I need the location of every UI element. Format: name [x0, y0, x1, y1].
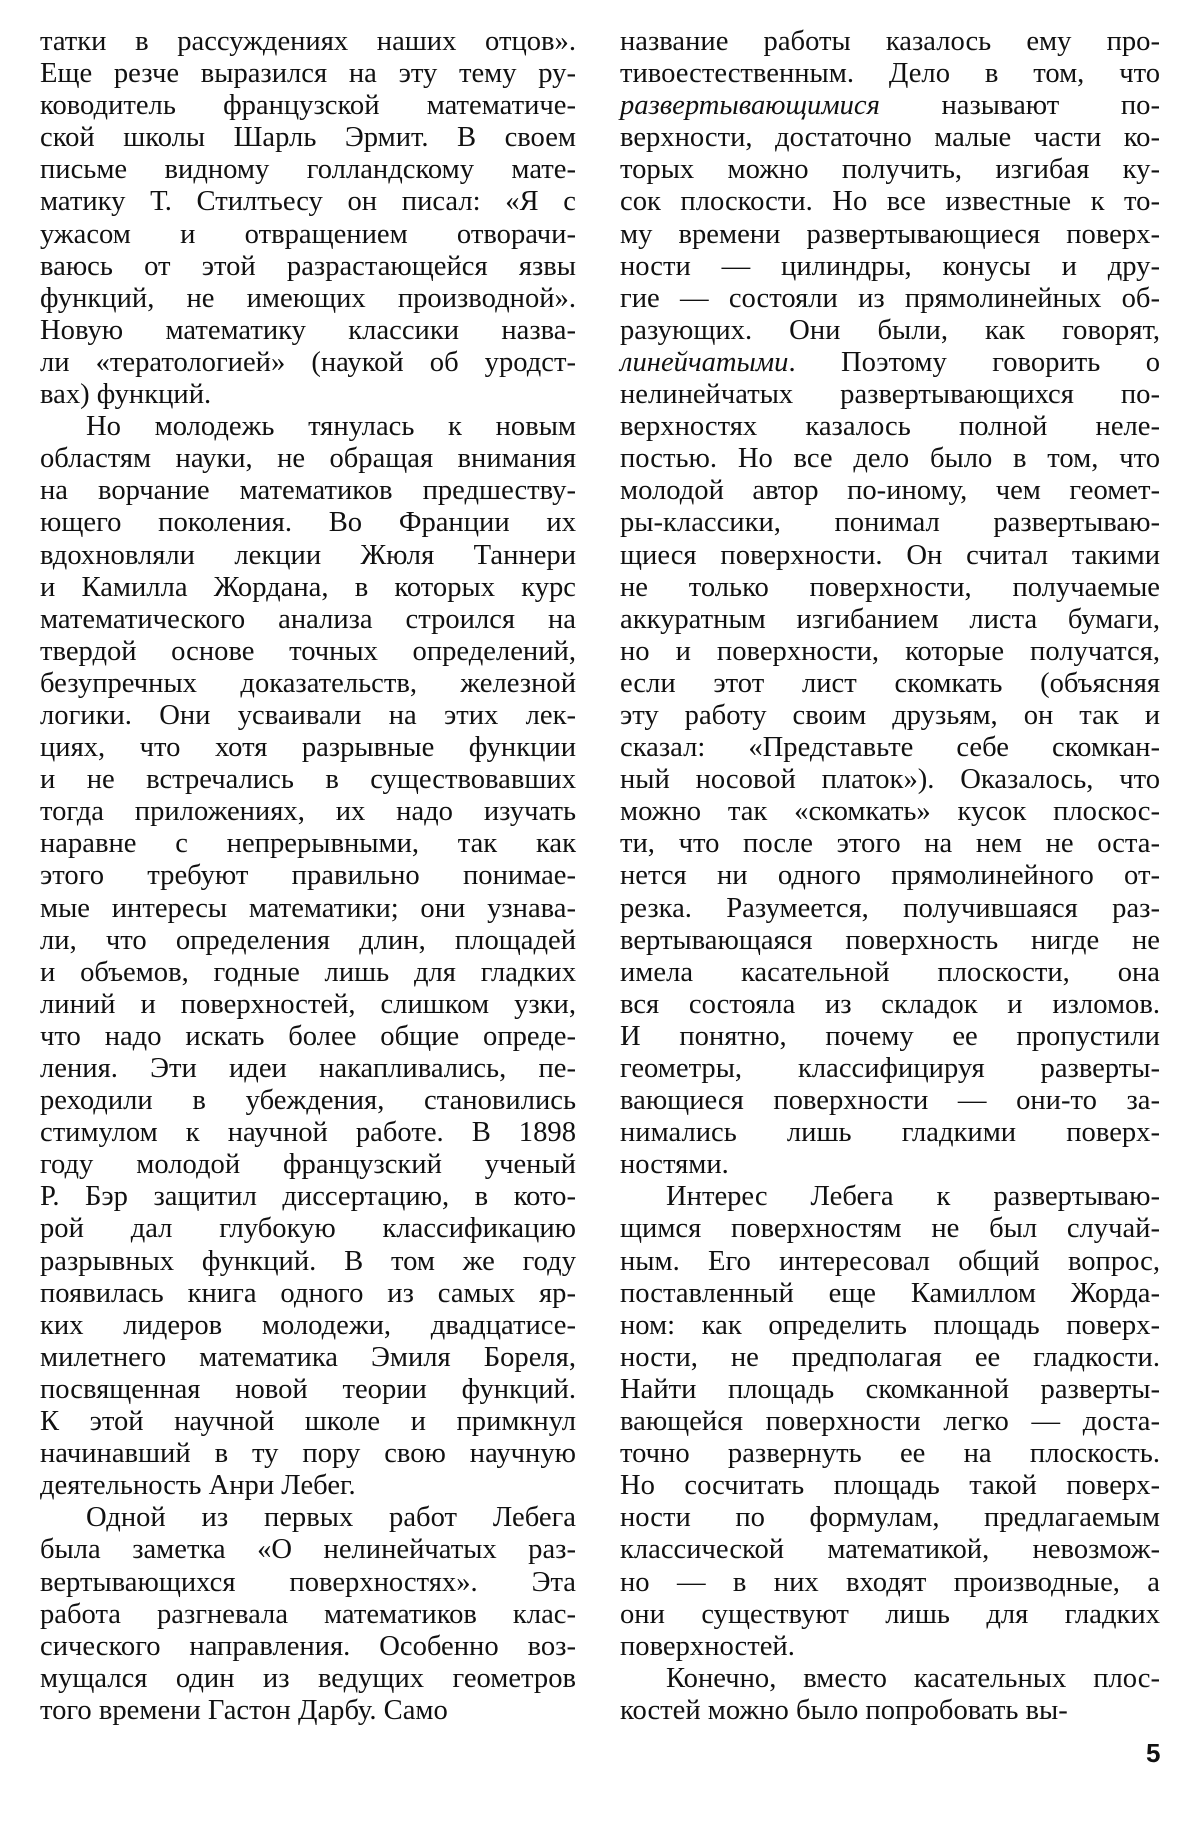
text-line: ваюсь от этой разрастающейся язвы — [40, 250, 576, 282]
text-line: твердой основе точных определений, — [40, 635, 576, 667]
text-line: математического анализа строился на — [40, 603, 576, 635]
text-line: и объемов, годные лишь для гладких — [40, 956, 576, 988]
text-line: верхностях казалось полной неле- — [620, 411, 1160, 443]
text-line: костей можно было попробовать вы- — [620, 1694, 1068, 1726]
text-line: ужасом и отвращением отворачи- — [40, 218, 576, 250]
text-line: стимулом к научной работе. В 1898 — [40, 1117, 576, 1149]
emphasis-text: развертывающимися — [620, 90, 880, 122]
text-line: разующих. Они были, как говорят, — [620, 314, 1160, 346]
text-line: поставленный еще Камиллом Жорда- — [620, 1277, 1160, 1309]
text-line: мые интересы математики; они узнава- — [40, 892, 576, 924]
text-line: геометры, классифицируя разверты- — [620, 1053, 1160, 1084]
text-line: начинавший в ту пору свою научную — [40, 1438, 576, 1470]
text-line: реходили в убеждения, становились — [40, 1085, 576, 1117]
text-line: Конечно, вместо касательных плос- — [666, 1662, 1160, 1694]
text-line: году молодой французский ученый — [40, 1149, 576, 1181]
text-line: вся состояла из складок и изломов. — [620, 988, 1160, 1020]
text-line: посвященная новой теории функций. — [40, 1373, 576, 1405]
text-line: ры-классики, понимал развертываю- — [620, 507, 1160, 539]
text-line: ли, что определения длин, площадей — [40, 924, 576, 956]
text-line: сок плоскости. Но все известные к то- — [620, 186, 1160, 218]
text-line: Новую математику классики назва- — [40, 314, 576, 346]
text-line: торых можно получить, изгибая ку- — [620, 154, 1160, 186]
text-line: имела касательной плоскости, она — [620, 956, 1160, 988]
text-line: поверхностей. — [620, 1630, 795, 1662]
text-line: сического направления. Особенно воз- — [40, 1630, 576, 1662]
text-line: мущался один из ведущих геометров — [40, 1662, 576, 1694]
text-line: линейчатыми. Поэтому говорить о — [620, 346, 1160, 378]
text-line: милетнего математика Эмиля Бореля, — [40, 1341, 576, 1373]
text-line: ской школы Шарль Эрмит. В своем — [40, 122, 576, 154]
text-line: развертывающимися называют по- — [620, 90, 1160, 122]
text-line: Но сосчитать площадь такой поверх- — [620, 1470, 1160, 1502]
text-line: функций, не имеющих производной». — [40, 282, 576, 314]
text-line: щиеся поверхности. Он считал такими — [620, 539, 1160, 571]
text-line: но и поверхности, которые получатся, — [620, 635, 1160, 667]
text-line: название работы казалось ему про- — [620, 26, 1160, 57]
text-line: И понятно, почему ее пропустили — [620, 1020, 1160, 1052]
text-line: Еще резче выразился на эту тему ру- — [40, 58, 576, 90]
text-line: ности — цилиндры, конусы и дру- — [620, 250, 1160, 282]
text-line: деятельность Анри Лебег. — [40, 1470, 356, 1502]
text-line: нелинейчатых развертывающихся по- — [620, 379, 1160, 411]
text-line: линий и поверхностей, слишком узки, — [40, 988, 576, 1020]
page-number: 5 — [1146, 1738, 1161, 1768]
text-line: была заметка «О нелинейчатых раз- — [40, 1534, 576, 1566]
text-line: ления. Эти идеи накапливались, пе- — [40, 1053, 576, 1084]
text-line: вертывающихся поверхностях». Эта — [40, 1566, 576, 1598]
text-line: Интерес Лебега к развертываю- — [666, 1181, 1160, 1213]
text-line: ным. Его интересовал общий вопрос, — [620, 1245, 1160, 1277]
text-line: щимся поверхностям не был случай- — [620, 1213, 1160, 1245]
text-line: наравне с непрерывными, так как — [40, 828, 576, 860]
text-line: областям науки, не обращая внимания — [40, 443, 576, 475]
text-line: сказал: «Представьте себе скомкан- — [620, 732, 1160, 764]
paragraph — [40, 26, 576, 411]
text-line: если этот лист скомкать (объясняя — [620, 667, 1160, 699]
text-line: можно так «скомкать» кусок плоскос- — [620, 796, 1160, 828]
text-line: постью. Но все дело было в том, что — [620, 443, 1160, 475]
paragraph — [620, 1181, 1160, 1662]
text-line: ководитель французской математиче- — [40, 90, 576, 122]
text-line: ном: как определить площадь поверх- — [620, 1309, 1160, 1341]
text-line: ющего поколения. Во Франции их — [40, 507, 576, 539]
text-line: ный носовой платок»). Оказалось, что — [620, 764, 1160, 796]
emphasis-text: линейчатыми — [620, 346, 789, 378]
text-line: нется ни одного прямолинейного от- — [620, 860, 1160, 892]
text-line: рой дал глубокую классификацию — [40, 1213, 576, 1245]
text-line: татки в рассуждениях наших отцов». — [40, 26, 576, 57]
text-line: классической математикой, невозмож- — [620, 1534, 1160, 1566]
text-line: вающиеся поверхности — они-то за- — [620, 1085, 1160, 1117]
text-line: К этой научной школе и примкнул — [40, 1406, 576, 1438]
text-line: резка. Разумеется, получившаяся раз- — [620, 892, 1160, 924]
text-line: вдохновляли лекции Жюля Таннери — [40, 539, 576, 571]
text-line: и не встречались в существовавших — [40, 764, 576, 796]
paragraph — [40, 411, 576, 1502]
text-line: ностями. — [620, 1149, 729, 1181]
text-line: того времени Гастон Дарбу. Само — [40, 1694, 448, 1726]
text-line: матику Т. Стилтьесу он писал: «Я с — [40, 186, 576, 218]
text-line: они существуют лишь для гладких — [620, 1598, 1160, 1630]
text-line: логики. Они усваивали на этих лек- — [40, 699, 576, 731]
text-line: вертывающаяся поверхность нигде не — [620, 924, 1160, 956]
text-line: ти, что после этого на нем не оста- — [620, 828, 1160, 860]
text-line: ности по формулам, предлагаемым — [620, 1502, 1160, 1534]
text-line: молодой автор по-иному, чем геомет- — [620, 475, 1160, 507]
text-line: появилась книга одного из самых яр- — [40, 1277, 576, 1309]
text-line: тивоестественным. Дело в том, что — [620, 58, 1160, 90]
right-column — [620, 26, 1160, 1727]
paragraph — [620, 1663, 1160, 1727]
text-line: на ворчание математиков предшеству- — [40, 475, 576, 507]
text-line: тогда приложениях, их надо изучать — [40, 796, 576, 828]
text-line: Р. Бэр защитил диссертацию, в кото- — [40, 1181, 576, 1213]
text-line: верхности, достаточно малые части ко- — [620, 122, 1160, 154]
text-line: вах) функций. — [40, 379, 212, 411]
paragraph — [40, 1502, 576, 1727]
text-line: Но молодежь тянулась к новым — [86, 411, 576, 443]
text-line: письме видному голландскому мате- — [40, 154, 576, 186]
text-line: ности, не предполагая ее гладкости. — [620, 1341, 1160, 1373]
text-line: му времени развертывающиеся поверх- — [620, 218, 1160, 250]
text-line: безупречных доказательств, железной — [40, 667, 576, 699]
text-line: разрывных функций. В том же году — [40, 1245, 576, 1277]
text-line: ких лидеров молодежи, двадцатисе- — [40, 1309, 576, 1341]
text-line: точно развернуть ее на плоскость. — [620, 1438, 1160, 1470]
text-line: аккуратным изгибанием листа бумаги, — [620, 603, 1160, 635]
text-line: и Камилла Жордана, в которых курс — [40, 571, 576, 603]
text-line: вающейся поверхности легко — доста- — [620, 1406, 1160, 1438]
text-line: не только поверхности, получаемые — [620, 571, 1160, 603]
text-line: что надо искать более общие опреде- — [40, 1020, 576, 1052]
text-line: Найти площадь скомканной разверты- — [620, 1373, 1160, 1405]
text-line: этого требуют правильно понимае- — [40, 860, 576, 892]
text-line: ли «тератологией» (наукой об уродст- — [40, 346, 576, 378]
text-line: гие — состояли из прямолинейных об- — [620, 282, 1160, 314]
text-line: Одной из первых работ Лебега — [86, 1502, 576, 1534]
text-line: циях, что хотя разрывные функции — [40, 732, 576, 764]
text-line: работа разгневала математиков клас- — [40, 1598, 576, 1630]
left-column — [40, 26, 576, 1727]
text-line: но — в них входят производные, а — [620, 1566, 1160, 1598]
text-line: эту работу своим друзьям, он так и — [620, 699, 1160, 731]
paragraph — [620, 26, 1160, 1181]
text-line: нимались лишь гладкими поверх- — [620, 1117, 1160, 1149]
